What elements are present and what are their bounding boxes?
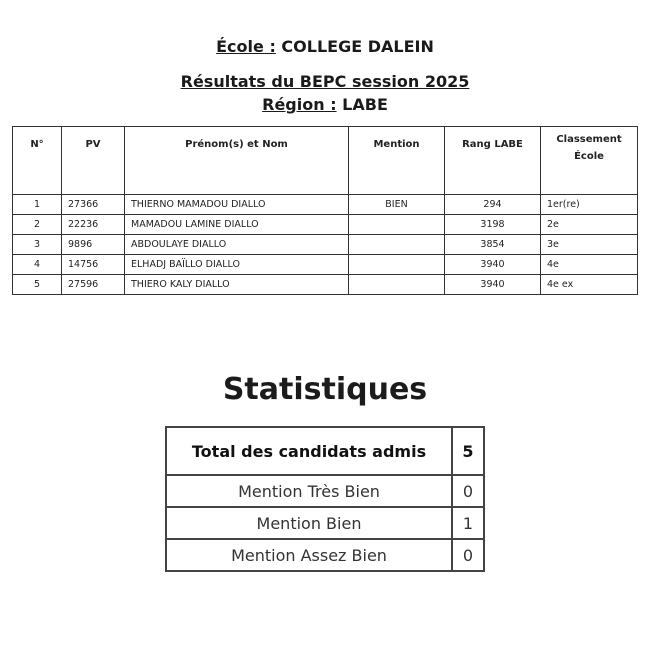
cell-pv: 22236 (62, 215, 125, 235)
statistics-title: Statistiques (222, 372, 428, 407)
cell-mention (349, 275, 445, 295)
cell-rang: 3854 (445, 235, 541, 255)
cell-n: 3 (13, 235, 62, 255)
cell-classement: 4e (541, 255, 638, 275)
col-header-mention: Mention (349, 127, 445, 195)
col-header-classement (541, 127, 638, 195)
table-row (13, 195, 638, 215)
cell-name: MAMADOU LAMINE DIALLO (125, 215, 349, 235)
stats-label: Mention Bien (166, 507, 452, 539)
region-name: LABE (342, 95, 388, 114)
results-title (0, 72, 650, 91)
cell-name: THIERNO MAMADOU DIALLO (125, 195, 349, 215)
stats-row (166, 507, 484, 539)
col-header-n: N° (13, 127, 62, 195)
stats-label: Mention Très Bien (166, 475, 452, 507)
col-header-pv: PV (62, 127, 125, 195)
school-label: École : (216, 37, 276, 56)
cell-classement: 2e (541, 215, 638, 235)
table-row (13, 215, 638, 235)
stats-value: 1 (452, 507, 484, 539)
cell-n: 5 (13, 275, 62, 295)
cell-name: ABDOULAYE DIALLO (125, 235, 349, 255)
cell-rang: 3940 (445, 255, 541, 275)
cell-mention (349, 215, 445, 235)
cell-pv: 14756 (62, 255, 125, 275)
stats-value: 5 (452, 427, 484, 475)
col-header-name: Prénom(s) et Nom (125, 127, 349, 195)
table-row (13, 235, 638, 255)
results-table (12, 126, 638, 295)
results-header-row (13, 127, 638, 195)
cell-mention (349, 235, 445, 255)
cell-n: 1 (13, 195, 62, 215)
stats-row (166, 539, 484, 571)
col-header-rang: Rang LABE (445, 127, 541, 195)
cell-classement: 3e (541, 235, 638, 255)
table-row (13, 255, 638, 275)
school-name: COLLEGE DALEIN (281, 37, 434, 56)
cell-name: ELHADJ BAÏLLO DIALLO (125, 255, 349, 275)
cell-name: THIERO KALY DIALLO (125, 275, 349, 295)
stats-row (166, 427, 484, 475)
table-row (13, 275, 638, 295)
col-header-classement-l1: Classement (556, 134, 622, 145)
region-label: Région : (262, 95, 337, 114)
cell-n: 2 (13, 215, 62, 235)
cell-mention: BIEN (349, 195, 445, 215)
cell-classement: 4e ex (541, 275, 638, 295)
cell-mention (349, 255, 445, 275)
cell-rang: 3940 (445, 275, 541, 295)
stats-label: Total des candidats admis (166, 427, 452, 475)
school-line (0, 37, 650, 56)
stats-value: 0 (452, 539, 484, 571)
stats-value: 0 (452, 475, 484, 507)
results-title-text: Résultats du BEPC session 2025 (180, 72, 470, 91)
col-header-classement-l2: École (574, 151, 604, 162)
statistics-table (165, 426, 485, 572)
cell-rang: 3198 (445, 215, 541, 235)
cell-classement: 1er(re) (541, 195, 638, 215)
cell-pv: 27596 (62, 275, 125, 295)
cell-rang: 294 (445, 195, 541, 215)
cell-n: 4 (13, 255, 62, 275)
cell-pv: 27366 (62, 195, 125, 215)
stats-label: Mention Assez Bien (166, 539, 452, 571)
region-line (0, 95, 650, 114)
cell-pv: 9896 (62, 235, 125, 255)
stats-row (166, 475, 484, 507)
